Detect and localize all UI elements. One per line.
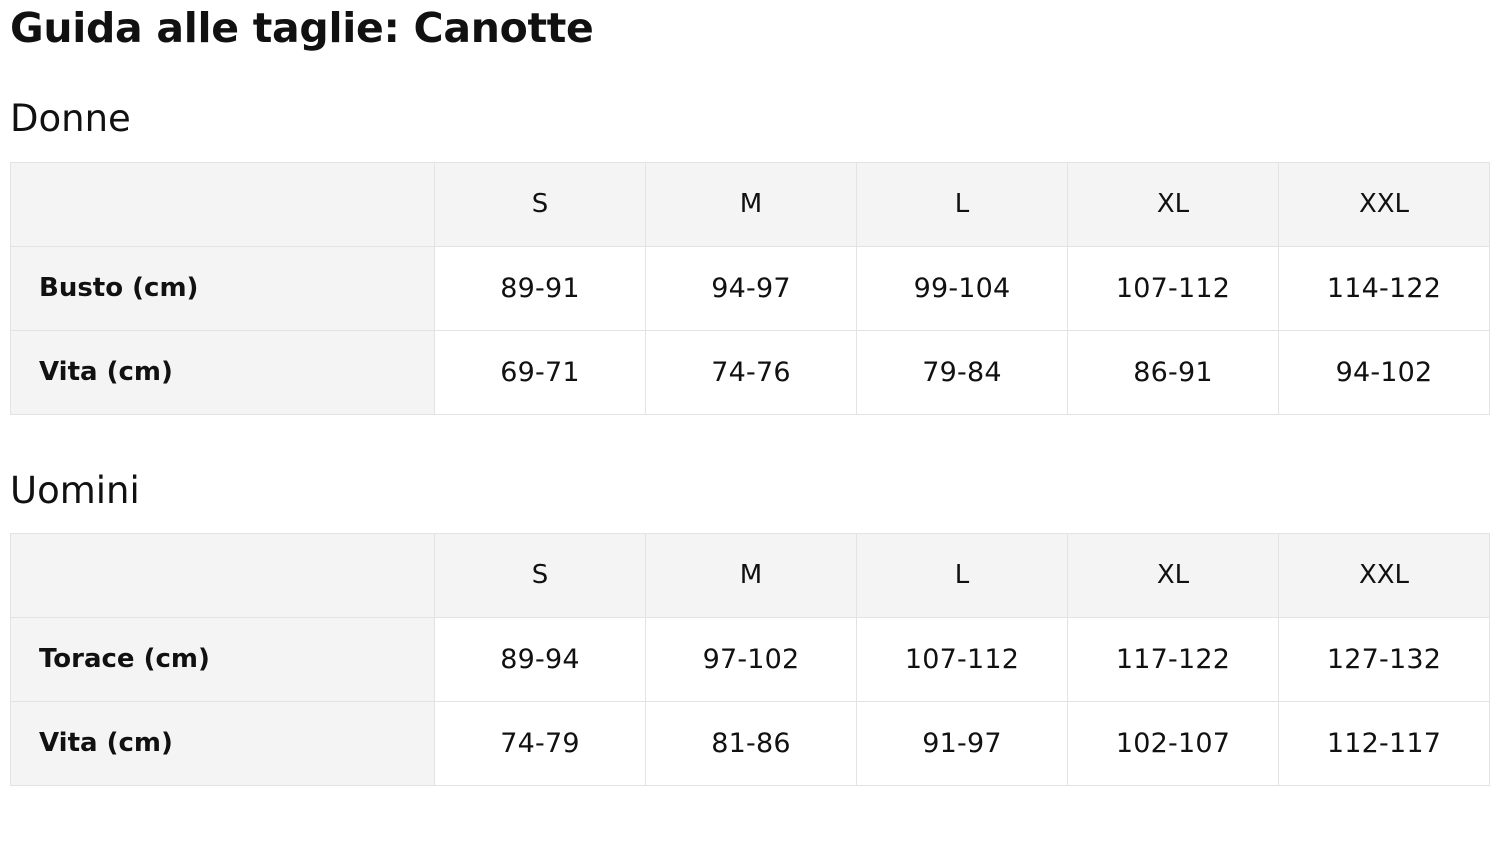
cell-chest-xxl: 127-132	[1279, 617, 1490, 701]
column-header-xl: XL	[1068, 533, 1279, 617]
cell-bust-m: 94-97	[646, 246, 857, 330]
section-heading-men: Uomini	[10, 468, 140, 512]
cell-bust-l: 99-104	[857, 246, 1068, 330]
cell-waist-s: 74-79	[435, 701, 646, 785]
row-label-waist: Vita (cm)	[11, 701, 435, 785]
column-header-s: S	[435, 533, 646, 617]
cell-chest-m: 97-102	[646, 617, 857, 701]
cell-waist-s: 69-71	[435, 330, 646, 414]
column-header-m: M	[646, 162, 857, 246]
cell-waist-xxl: 112-117	[1279, 701, 1490, 785]
column-header-xxl: XXL	[1279, 162, 1490, 246]
table-row	[11, 246, 1490, 330]
size-guide-page	[0, 4, 1500, 786]
cell-waist-l: 79-84	[857, 330, 1068, 414]
table-row	[11, 617, 1490, 701]
table-header-row	[11, 533, 1490, 617]
size-table-men	[10, 533, 1490, 786]
column-header-s: S	[435, 162, 646, 246]
column-header-xxl: XXL	[1279, 533, 1490, 617]
section-heading-women: Donne	[10, 97, 131, 141]
cell-waist-m: 81-86	[646, 701, 857, 785]
cell-waist-xl: 102-107	[1068, 701, 1279, 785]
table-row	[11, 701, 1490, 785]
cell-waist-l: 91-97	[857, 701, 1068, 785]
table-row	[11, 330, 1490, 414]
row-label-bust: Busto (cm)	[11, 246, 435, 330]
section-women	[10, 97, 1490, 414]
column-header-m: M	[646, 533, 857, 617]
table-corner-cell	[11, 162, 435, 246]
column-header-xl: XL	[1068, 162, 1279, 246]
section-men	[10, 469, 1490, 786]
cell-waist-m: 74-76	[646, 330, 857, 414]
row-label-chest: Torace (cm)	[11, 617, 435, 701]
cell-waist-xl: 86-91	[1068, 330, 1279, 414]
page-title: Guida alle taglie: Canotte	[10, 4, 594, 52]
cell-chest-s: 89-94	[435, 617, 646, 701]
cell-bust-s: 89-91	[435, 246, 646, 330]
column-header-l: L	[857, 533, 1068, 617]
row-label-waist: Vita (cm)	[11, 330, 435, 414]
cell-waist-xxl: 94-102	[1279, 330, 1490, 414]
table-corner-cell	[11, 533, 435, 617]
cell-bust-xl: 107-112	[1068, 246, 1279, 330]
column-header-l: L	[857, 162, 1068, 246]
table-header-row	[11, 162, 1490, 246]
cell-bust-xxl: 114-122	[1279, 246, 1490, 330]
cell-chest-l: 107-112	[857, 617, 1068, 701]
cell-chest-xl: 117-122	[1068, 617, 1279, 701]
size-table-women	[10, 162, 1490, 415]
